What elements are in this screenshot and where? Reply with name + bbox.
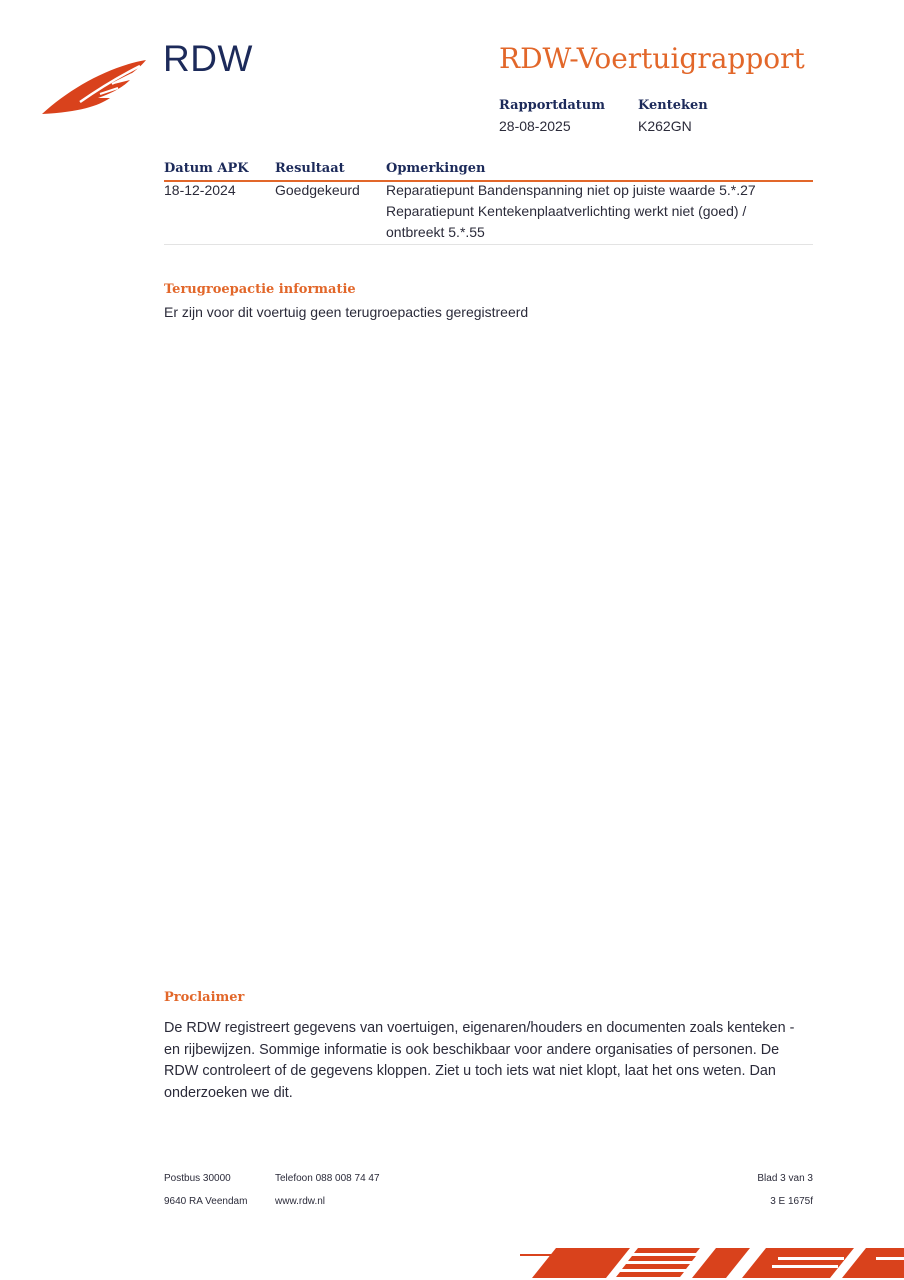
recall-section-text: Er zijn voor dit voertuig geen terugroepacties geregistreerd <box>164 304 529 320</box>
proclaimer-text: De RDW registreert gegevens van voertuigen, eigenaren/houders en documenten zoals kenteken - en rijbewijzen. Sommige informatie is ook beschikbaar voor andere organisaties of personen. De RDW controleert of de gegevens kloppen. Ziet u toch iets wat niet klopt, laat het ons weten. Dan onderzoeken we dit. <box>164 1020 795 1101</box>
report-title: RDW-Voertuigrapport <box>499 42 805 75</box>
column-header-result: Resultaat <box>275 161 345 176</box>
footer-page-number: Blad 3 van 3 <box>757 1173 813 1184</box>
rdw-stripes-decoration <box>520 1244 904 1280</box>
remark-line: Reparatiepunt Kentekenplaatverlichting werkt niet (goed) / <box>386 203 747 219</box>
remark-line: Reparatiepunt Bandenspanning niet op juiste waarde 5.*.27 <box>386 182 756 198</box>
recall-section-title: Terugroepactie informatie <box>164 282 356 297</box>
plate-label: Kenteken <box>638 98 708 113</box>
proclaimer-title: Proclaimer <box>164 990 245 1005</box>
report-date-label: Rapportdatum <box>499 98 605 113</box>
remark-line: ontbreekt 5.*.55 <box>386 224 485 240</box>
table-row-divider <box>164 244 813 245</box>
report-date-value: 28-08-2025 <box>499 118 571 134</box>
apk-remarks-cell <box>386 180 816 243</box>
column-header-date: Datum APK <box>164 161 249 176</box>
footer-website-link[interactable]: www.rdw.nl <box>275 1196 326 1207</box>
apk-date-cell: 18-12-2024 <box>164 182 236 198</box>
footer-city: 9640 RA Veendam <box>164 1196 248 1207</box>
apk-result-cell: Goedgekeurd <box>275 182 360 198</box>
footer-document-code: 3 E 1675f <box>770 1196 813 1207</box>
footer-postbus: Postbus 30000 <box>164 1173 231 1184</box>
rdw-feather-logo-icon <box>40 58 150 116</box>
column-header-remarks: Opmerkingen <box>386 161 486 176</box>
footer-phone: Telefoon 088 008 74 47 <box>275 1173 380 1184</box>
brand-name: RDW <box>163 38 253 79</box>
plate-value: K262GN <box>638 118 692 134</box>
